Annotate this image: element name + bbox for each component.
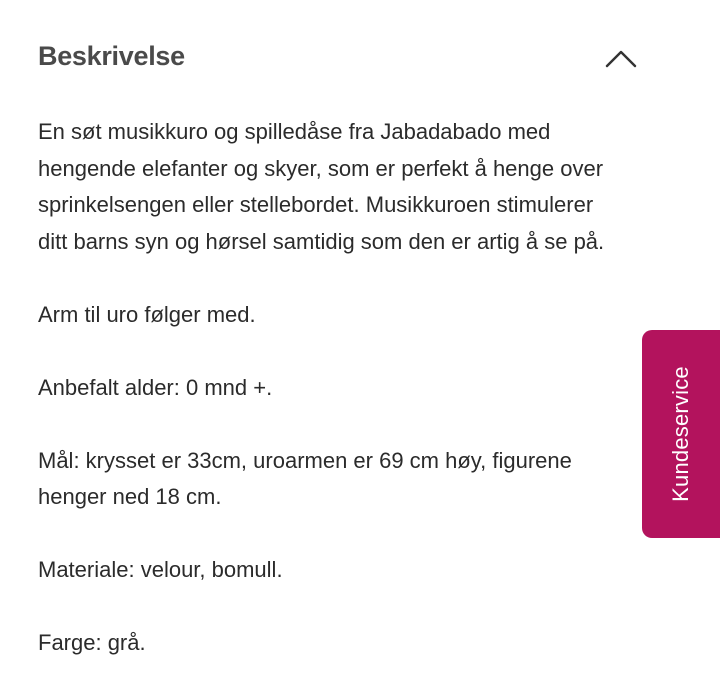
recommended-age: Anbefalt alder: 0 mnd +. (38, 374, 273, 400)
section-title: Beskrivelse (38, 41, 185, 71)
customer-service-label: Kundeservice (668, 366, 693, 502)
description-header[interactable] (38, 0, 678, 114)
description-body (38, 114, 678, 662)
description-paragraph: En søt musikkuro og spilledåse fra Jabadabado med hengende elefanter og skyer, som er perfekt å henge over sprinkelsengen eller stellebordet. Musikkuroen stimulerer ditt barns syn og hørsel samtidig som den er artig å se på. (38, 119, 605, 254)
customer-service-tab[interactable] (642, 330, 720, 538)
material-info: Materiale: velour, bomull. (38, 557, 283, 582)
description-section (38, 0, 678, 695)
chevron-up-icon[interactable] (604, 44, 638, 70)
color-info: Farge: grå. (38, 630, 146, 655)
accessory-info: Arm til uro følger med. (38, 301, 256, 327)
dimensions-info: Mål: krysset er 33cm, uroarmen er 69 cm høy, figurene henger ned 18 cm. (38, 447, 572, 509)
